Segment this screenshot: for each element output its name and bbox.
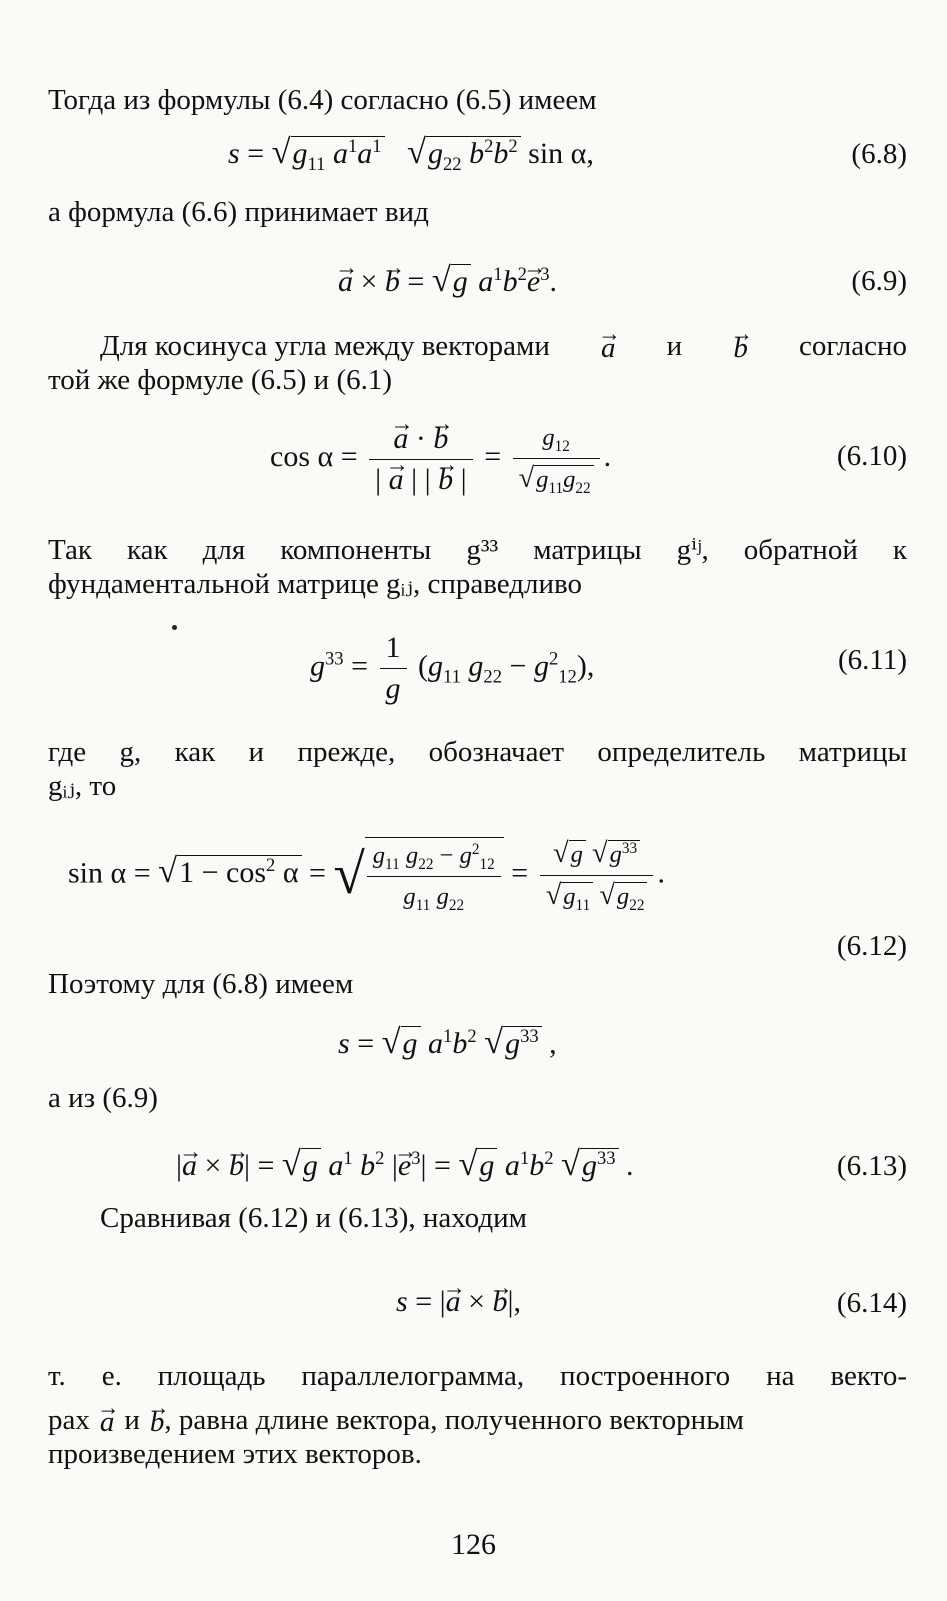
equation-number-6-10: (6.10) bbox=[836, 440, 907, 472]
p3-text-b: согласно bbox=[798, 330, 907, 362]
equation-6-13: |→ a × → b| = √g $a^1$ $b^2$ |→ $e^3| = √g$ $a^1b^2$ $√g^{33}$ . bbox=[176, 1146, 634, 1184]
equation-number-6-14: (6.14) bbox=[836, 1287, 907, 1319]
paragraph-4-line-2: фундаментальной матрице gᵢⱼ, справедливо bbox=[48, 568, 582, 600]
paragraph-2: а формула (6.6) принимает вид bbox=[48, 196, 429, 228]
vector-b: → b bbox=[733, 330, 748, 366]
paragraph-9-line-1: т. е. площадь параллелограмма, построенного на векто- bbox=[48, 1360, 907, 1392]
paragraph-4-line-1: Так как для компоненты g³³ матрицы gⁱʲ, обратной к bbox=[48, 534, 907, 566]
equation-number-6-8: (6.8) bbox=[851, 138, 907, 170]
p9-text-a: рах bbox=[48, 1404, 90, 1436]
p9-text-and: и bbox=[124, 1404, 140, 1436]
p9-text-b: , равна длине вектора, полученного векторным bbox=[164, 1404, 745, 1436]
page-number: 126 bbox=[451, 1528, 496, 1561]
equation-s-area: s = √g $a^1b^2$ $√g^{33}$ , bbox=[338, 1023, 557, 1061]
equation-number-6-11: (6.11) bbox=[838, 644, 907, 676]
paragraph-9-line-2 bbox=[48, 1404, 907, 1440]
vector-a: → a bbox=[601, 330, 616, 366]
paragraph-6: Поэтому для (6.8) имеем bbox=[48, 968, 354, 1000]
paragraph-5-line-2: gᵢⱼ, то bbox=[48, 770, 117, 802]
paragraph-1: Тогда из формулы (6.4) согласно (6.5) имеем bbox=[48, 84, 597, 116]
p3-text-a: Для косинуса угла между векторами bbox=[100, 330, 550, 362]
equation-number-6-13: (6.13) bbox=[836, 1150, 907, 1182]
p3-text-and: и bbox=[666, 330, 683, 362]
vector-a-2: → a bbox=[100, 1404, 115, 1440]
paragraph-8: Сравнивая (6.12) и (6.13), находим bbox=[100, 1202, 527, 1234]
print-speck bbox=[172, 625, 177, 630]
equation-6-9: → a × → b = √g $a^1b^2\to e^3$. bbox=[338, 262, 557, 300]
paragraph-9-line-3: произведением этих векторов. bbox=[48, 1438, 422, 1470]
paragraph-7: а из (6.9) bbox=[48, 1082, 158, 1114]
equation-6-8: $s = √g_{11}$ $a^1a^1$ $√g_{22}$ $b^2b^2$ sin α, bbox=[228, 133, 594, 175]
equation-number-6-12: (6.12) bbox=[836, 930, 907, 962]
vector-b-2: → b bbox=[150, 1404, 165, 1440]
paragraph-5-line-1: где g, как и прежде, обозначает определитель матрицы bbox=[48, 736, 907, 768]
equation-6-11: $g^{33}$ = $\frac{1}{g}$ ($g_{11}$ $g_{22} - g^2_{12}$), bbox=[310, 631, 595, 705]
paragraph-3-line-2: той же формуле (6.5) и (6.1) bbox=[48, 364, 393, 396]
equation-number-6-9: (6.9) bbox=[851, 265, 907, 297]
equation-6-14: s = |→ a × → b|, bbox=[396, 1284, 521, 1320]
equation-6-10: cos α = → $\frac{a \cdot \to b}{| \to a | | \to b |}$ = $\frac{g_{12}}{√g_{11}g_{22}}$ . bbox=[270, 420, 611, 498]
equation-6-12: $\sin \alpha = √1 - \cos^2 \alpha$ = √ $\frac{g_{11} g_{22} - g^2_{12}}{g_{11} g_{22}}$ = $\frac{√g √g^{33}}{√g_{11} √g_{22}}$ . bbox=[68, 838, 665, 914]
paragraph-3-line-1 bbox=[100, 330, 907, 366]
